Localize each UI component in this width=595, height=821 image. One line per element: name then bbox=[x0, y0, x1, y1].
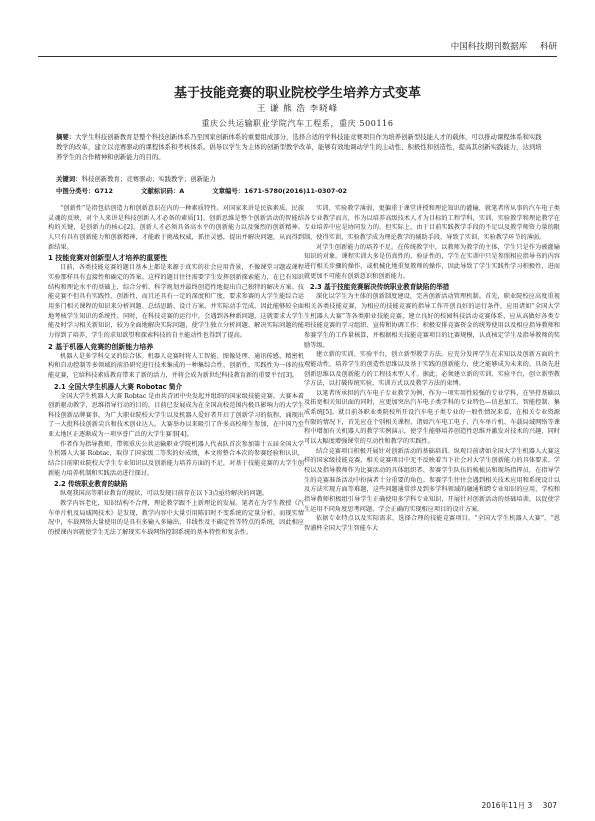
body-paragraph: 目前，各类技能竞赛的题目基本上都是来源于真实的社会应用背景，不像课堂习题或课程实验那样具有直接性和确定的答案。这样的题目往往需要学生发挥创新探索能力，在已有知识结构和理论水平的基础上，综合分析、科学规划并最终创造性地提出自己独特的解决方案。技能竞赛不但具有实践性、创新性，而且还具有一定的深度和广度，要求参赛的大学生能综合运用多门相关课程的知识来分析问题、总结思路、设计方案，并实际动手完成。因此能够较全面地考核学生知识的系统性。同时，在科技竞赛的运行中，会遇到各种新问题，这就要求大学生能及时学习相关新知识，较为全面地解决实际问题，使学生独立分析问题、解决实际问题的能力得到了培养，学生的求知欲望和探索科技的自主能动性也得到了提高。 bbox=[48, 264, 304, 339]
abstract bbox=[56, 132, 546, 162]
section-heading: 2 基于机器人竞赛的创新能力培养 bbox=[48, 342, 154, 351]
abstract-label: 摘要： bbox=[56, 133, 76, 141]
journal-source: 中国科技期刊数据库 bbox=[450, 42, 528, 52]
body-paragraph: 纵观我国高等职业教育的现状，可以发现目前存在以下3点亟待解决的问题。 bbox=[60, 490, 269, 498]
body-column-right bbox=[304, 204, 560, 534]
body-paragraph: 作者作为指导教师，带领重庆公共运输职业学院机器人代表队首次参加第十五届全国大学生机器人大赛 Robtac，取得了国家级二等奖的好成绩，本文将整合本次的参赛经验和认识，结合目前职业院校大学生专业知识以及创新能力培养方面的不足，对基于技能竞赛的大学生创新能力培养机制和实践活动进行探讨。 bbox=[48, 440, 304, 477]
body-paragraph: 实训、实验教学薄弱，更偏重于课堂讲授和理论知识的灌输，就笔者所从事的汽车电子类各专业教学而言，作为以培养高级技术人才为目标的工程学科，实训、实验教学和理论教学在专业培养中应是协同发力的。但实际上，由于目前实践教学手段的不足以及教学师资力量的限制，使得实训、实验教学成为理论教学的辅助手段，导致了实训、实验教学环节的薄弱。 bbox=[304, 205, 560, 241]
article-id: 文章编号：1671-5780(2016)11-0307-02 bbox=[212, 187, 347, 195]
abstract-text: 大学生科技创新教育是整个科技创新体系乃至国家创新体系的重要组成部分，选择合适的学科技能竞赛项目作为培养创新型技能人才的载体，可以推动课程体系和实践教学的改革，建立以竞赛驱动的课程体系和考核体系。倡导以学生为主体的创新型教学改革，能够有效地调动学生的主动性、积极性和创造性，提高其创新实践能力，达到培养学生的合作精神和创新能力的目的。 bbox=[56, 133, 542, 161]
body-paragraph: 以笔者所承担的汽车电子专业教学为例，作为一项实用性较强的专业学科，在坚持基础以及拓宽相关知识面的同时，应更加突出汽车电子类学科的专业特色—信息加工、智能控制、集成系统[5]。就目前各职业类院校所开设汽车电子类专业的一般性情况来看，在相关专业资源有限的情况下，首先应在个别相关课程，诸如汽车电工电子、汽车单片机、车载局域网络等课程中增加有关机器人的教学实例演示，使学生能够培养创造性思维并激发对技术的兴趣，同时可以大幅度增强课堂的互动性和教学的实践性。 bbox=[304, 389, 560, 446]
issue-date: 2016年11月 3 bbox=[481, 801, 533, 810]
body-paragraph: 全国大学生机器人大赛 Robtac 是由共青团中央发起并组织的国家级技能竞赛，大赛本着创新驱动教学，思维指导行动的目的，目前已发展成为在全国高校范围内极具影响力的大学生科技创新品牌赛事，为广大职业院校大学生以及机器人爱好者开启了创新学习的航程，涌现出了一大批科技创新尖兵和技术创业达人。大赛举办以来吸引了许多高校师生参加，在中国乃至亚太地区正逐渐成为一项享誉广泛的大学生赛事[4]。 bbox=[48, 392, 304, 439]
section-heading: 2.2 传统职业教育的缺陷 bbox=[54, 480, 128, 489]
journal-header bbox=[441, 40, 557, 52]
keywords-text: 科技创新教育；竞赛驱动；实践教学；创新能力 bbox=[81, 175, 216, 183]
header-divider bbox=[38, 56, 557, 57]
document-code: 文献标识码：A bbox=[140, 187, 185, 195]
body-paragraph: 教学内容老化，知识结构不合理，理论教学跟不上新理论的发展。笔者在为学生教授《汽车单片机及局域网技术》是发现，教学内容中大量引用陈旧时不变系统的定量分析。而现实情况中，车载网络大量使用的是具有多输入多输出、非线性及不确定性等特点的系统，因此相应的授课内容就使学生无法了解现实车载网络控制系统的基本特性和复杂性。 bbox=[48, 500, 304, 537]
body-paragraph: 机器人是多学科交叉的综合体。机器人竞赛时将人工智能、图像处理、通讯传感、精密机构和自动控制等多领域的前沿研究进行技术集成的一种集综合性、创新性、实践性为一体的技能竞赛，它给科技素质教育带来了新的活力，并将会成为新世纪科技教育新的重要平台[3]。 bbox=[48, 352, 304, 379]
section-heading: 1 技能竞赛对创新型人才培养的重要性 bbox=[48, 254, 168, 263]
keywords-label: 关键词： bbox=[56, 175, 82, 183]
body-column-left bbox=[48, 204, 304, 538]
article-affiliation: 重庆公共运输职业学院汽车工程系，重庆 500116 bbox=[201, 119, 394, 128]
article-title: 基于技能竞赛的职业院校学生培养方式变革 bbox=[173, 86, 421, 101]
body-paragraph: “创新性”是指包括创造力和创新意识在内的一种素质特性。对国家来讲是民族素质、民族灵魂的反映，对个人来讲是科技创新人才必备的素质[1]。创新思维是整个创新活动的智能结构的关键，是创新力的核心[2]。创新人才必须具备高水平的创新能力以及强烈的创新精神。人只有具有创新能力和创新精神，才能敢于挑战权威，抓住灵感，提出并解决问题，从而得到新结果。 bbox=[48, 205, 304, 251]
article-meta bbox=[56, 186, 546, 196]
body-paragraph: 建立新的实训、实验平台，创立新型教学方法。应充分发挥学生在求知以及创新方面的主观能动性，培养学生的创造性思维以及基于实践的创新能力，使之能够成为未来的、具备先进创新思维以及创新能力的工程技术型人才。据此，必须建立新的实训、实验平台，创立新型教学方法，以打破传统实验、实训方式以及教学方法的束缚。 bbox=[304, 351, 560, 388]
journal-category: 科研 bbox=[539, 42, 557, 52]
body-paragraph: 依据专业特点以及实际需求，选择合理的技能竞赛项目。“全国大学生机器人大赛”、“恩智浦杯全国大学生智能车大 bbox=[304, 515, 560, 532]
body-paragraph: 深化以学生为主体的创新制度建设，完善创新活动管理机制。首先，职业院校应高度重视相关各类技能竞赛，为相应的技能竞赛的指导工作开创良好的运行条件，应用诸如“全国大学生机器人大赛”等各类职业技能竞赛，建立良好的校园科技活动竞赛体系，应从高做好各类专项技能竞赛的学习组织、宣传和协调工作；积极安排竞赛资金的统筹使用以及相应指导教师和参赛学生的工作量核算，并根据相关技能竞赛项目的比赛规模，认真核定学生及指导教师的奖励等级。 bbox=[304, 293, 560, 349]
clc-number: 中图分类号：G712 bbox=[56, 187, 113, 195]
keywords bbox=[56, 174, 546, 184]
section-heading: 2.1 全国大学生机器人大赛 Robotac 简介 bbox=[54, 382, 183, 391]
page-footer bbox=[473, 800, 557, 811]
body-paragraph: 结合竞赛项目积极开展针对创新活动的基础培训。纵观目前诸如全国大学生机器人大赛这样的国家级技能竞赛，相关竞赛项目中无不反映着当下社会对大学生创新能力的具体要求。学校以及指导教师作为比赛活动的具体组织者、参赛学生队伍的梳梳员和现场指挥员，在指导学生的竞赛准备活动中扮演者十分重要的角色。参赛学生往往会遇到相关技术应用和系统设计以及方法实现方面等难题，这些问题通常涉及到多学科领域的融通和跨专业知识的应用，学校和指导教师积极组引导学生正确使用多学科专业知识，开展针对创新活动的基础培训，以促使学生运用不同角度思考问题、学会正确的实现相应项目的设计方案。 bbox=[304, 447, 560, 513]
body-paragraph: 对学生创新能力的培养不足。在传统教学中，以教师为教学的主体，学生只是作为被灌输知识的对象。课程实训大多是仿真性的、验证性的，学生在实训中只是参照相应指导书的内容进行相关步骤的操作，或机械化地重复教师的操作，因此导致了学生实践性学习积极性，进而就更加不可能有创新意识和创新能力。 bbox=[304, 243, 560, 280]
article-authors: 王 谦 熊 浩 李晓峰 bbox=[256, 104, 339, 114]
page-number: 307 bbox=[542, 801, 557, 810]
section-heading: 2.3 基于技能竞赛解决传统职业教育缺陷的举措 bbox=[310, 283, 450, 292]
